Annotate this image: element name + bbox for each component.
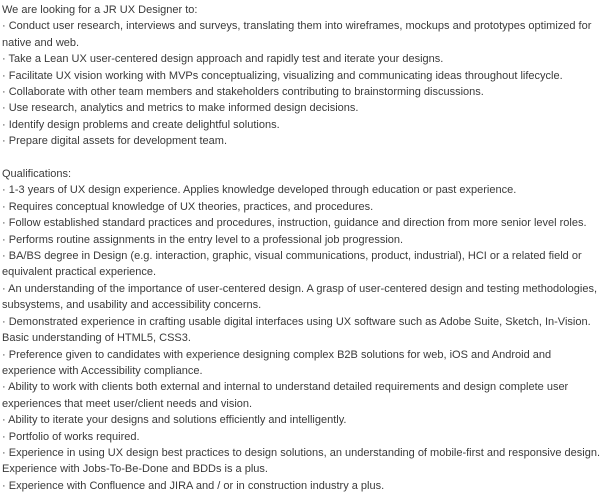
responsibility-item — [2, 51, 605, 67]
intro-heading: We are looking for a JR UX Designer to: — [2, 4, 198, 16]
qualifications-heading: Qualifications: — [2, 168, 72, 181]
responsibility-item — [2, 68, 605, 84]
qualification-item — [2, 182, 605, 198]
bullet-marker: · — [2, 250, 9, 263]
bullet-marker: · — [2, 217, 9, 230]
qualification-text: Requires conceptual knowledge of UX theories, practices, and procedures. — [8, 200, 374, 213]
qualification-item — [2, 412, 605, 428]
bullet-marker: · — [2, 430, 9, 443]
qualification-item — [2, 478, 605, 494]
bullet-marker: · — [2, 20, 9, 33]
qualification-item — [2, 232, 605, 248]
qualification-text: BA/BS degree in Design (e.g. interaction, graphic, visual communications, product, industrial), HCI or a related field or equivalent practical experience. — [2, 250, 582, 279]
responsibility-item — [2, 117, 605, 133]
qualification-text: Follow established standard practices and procedures, instruction, guidance and direction from more senior level roles. — [8, 217, 587, 230]
bullet-marker: · — [2, 118, 9, 131]
qualification-text: Experience in using UX design best practices to design solutions, an understanding of mobile-first and responsive design. Experience with Jobs-To-Be-Done and BDDs is a plus. — [2, 446, 601, 476]
bullet-marker: · — [2, 102, 9, 115]
responsibility-text: Identify design problems and create delightful solutions. — [8, 118, 280, 131]
bullet-marker: · — [2, 348, 9, 361]
qualification-item — [2, 248, 605, 281]
qualification-item — [2, 215, 605, 231]
qualification-item — [2, 314, 605, 347]
bullet-marker: · — [2, 69, 9, 82]
bullet-marker: · — [2, 200, 9, 213]
bullet-marker: · — [2, 446, 9, 459]
responsibility-text: Use research, analytics and metrics to make informed design decisions. — [8, 102, 359, 115]
responsibility-text: Collaborate with other team members and stakeholders contributing to brainstorming discussions. — [8, 86, 484, 99]
qualifications-list — [2, 182, 605, 494]
qualification-text: Experience with Confluence and JIRA and / or in construction industry a plus. — [8, 479, 385, 492]
qualification-item — [2, 445, 605, 478]
bullet-marker: · — [2, 414, 9, 427]
qualification-item — [2, 281, 605, 314]
responsibilities-list — [2, 18, 605, 149]
bullet-marker: · — [2, 135, 9, 148]
qualification-item — [2, 379, 605, 412]
responsibility-text: Conduct user research, interviews and surveys, translating them into wireframes, mockups and prototypes optimized for native and web. — [2, 20, 592, 49]
qualification-item — [2, 347, 605, 380]
bullet-marker: · — [2, 86, 9, 99]
qualification-text: Ability to work with clients both external and internal to understand detailed requirements and design complete user experiences that meet user/client needs and vision. — [2, 381, 569, 410]
bullet-marker: · — [2, 282, 9, 295]
qualification-text: Demonstrated experience in crafting usable digital interfaces using UX software such as Adobe Suite, Sketch, In-Vision. Basic understanding of HTML5, CSS3. — [2, 315, 591, 345]
responsibility-text: Facilitate UX vision working with MVPs conceptualizing, visualizing and communicating ideas throughout lifecycle. — [8, 69, 563, 82]
qualification-text: Portfolio of works required. — [8, 430, 140, 443]
bullet-marker: · — [2, 233, 9, 246]
responsibility-text: Take a Lean UX user-centered design approach and rapidly test and iterate your designs. — [8, 53, 444, 66]
bullet-marker: · — [2, 479, 9, 492]
bullet-marker: · — [2, 53, 9, 66]
responsibility-item — [2, 18, 605, 51]
qualification-text: An understanding of the importance of user-centered design. A grasp of user-centered design and testing methodologies, subsystems, and usability and accessibility concerns. — [2, 282, 598, 312]
responsibility-text: Prepare digital assets for development team. — [8, 135, 228, 148]
responsibility-item — [2, 84, 605, 100]
qualification-text: Ability to iterate your designs and solutions efficiently and intelligently. — [8, 414, 347, 427]
bullet-marker: · — [2, 381, 9, 394]
qualification-text: Performs routine assignments in the entry level to a professional job progression. — [8, 233, 404, 246]
qualification-item — [2, 199, 605, 215]
responsibility-item — [2, 133, 605, 149]
bullet-marker: · — [2, 184, 9, 197]
bullet-marker: · — [2, 315, 9, 328]
qualification-item — [2, 429, 605, 445]
qualification-text: Preference given to candidates with experience designing complex B2B solutions for web, iOS and Android and experience with Accessibility compliance. — [2, 348, 552, 377]
qualification-text: 1-3 years of UX design experience. Applies knowledge developed through education or past experience. — [8, 184, 517, 197]
responsibility-item — [2, 100, 605, 116]
